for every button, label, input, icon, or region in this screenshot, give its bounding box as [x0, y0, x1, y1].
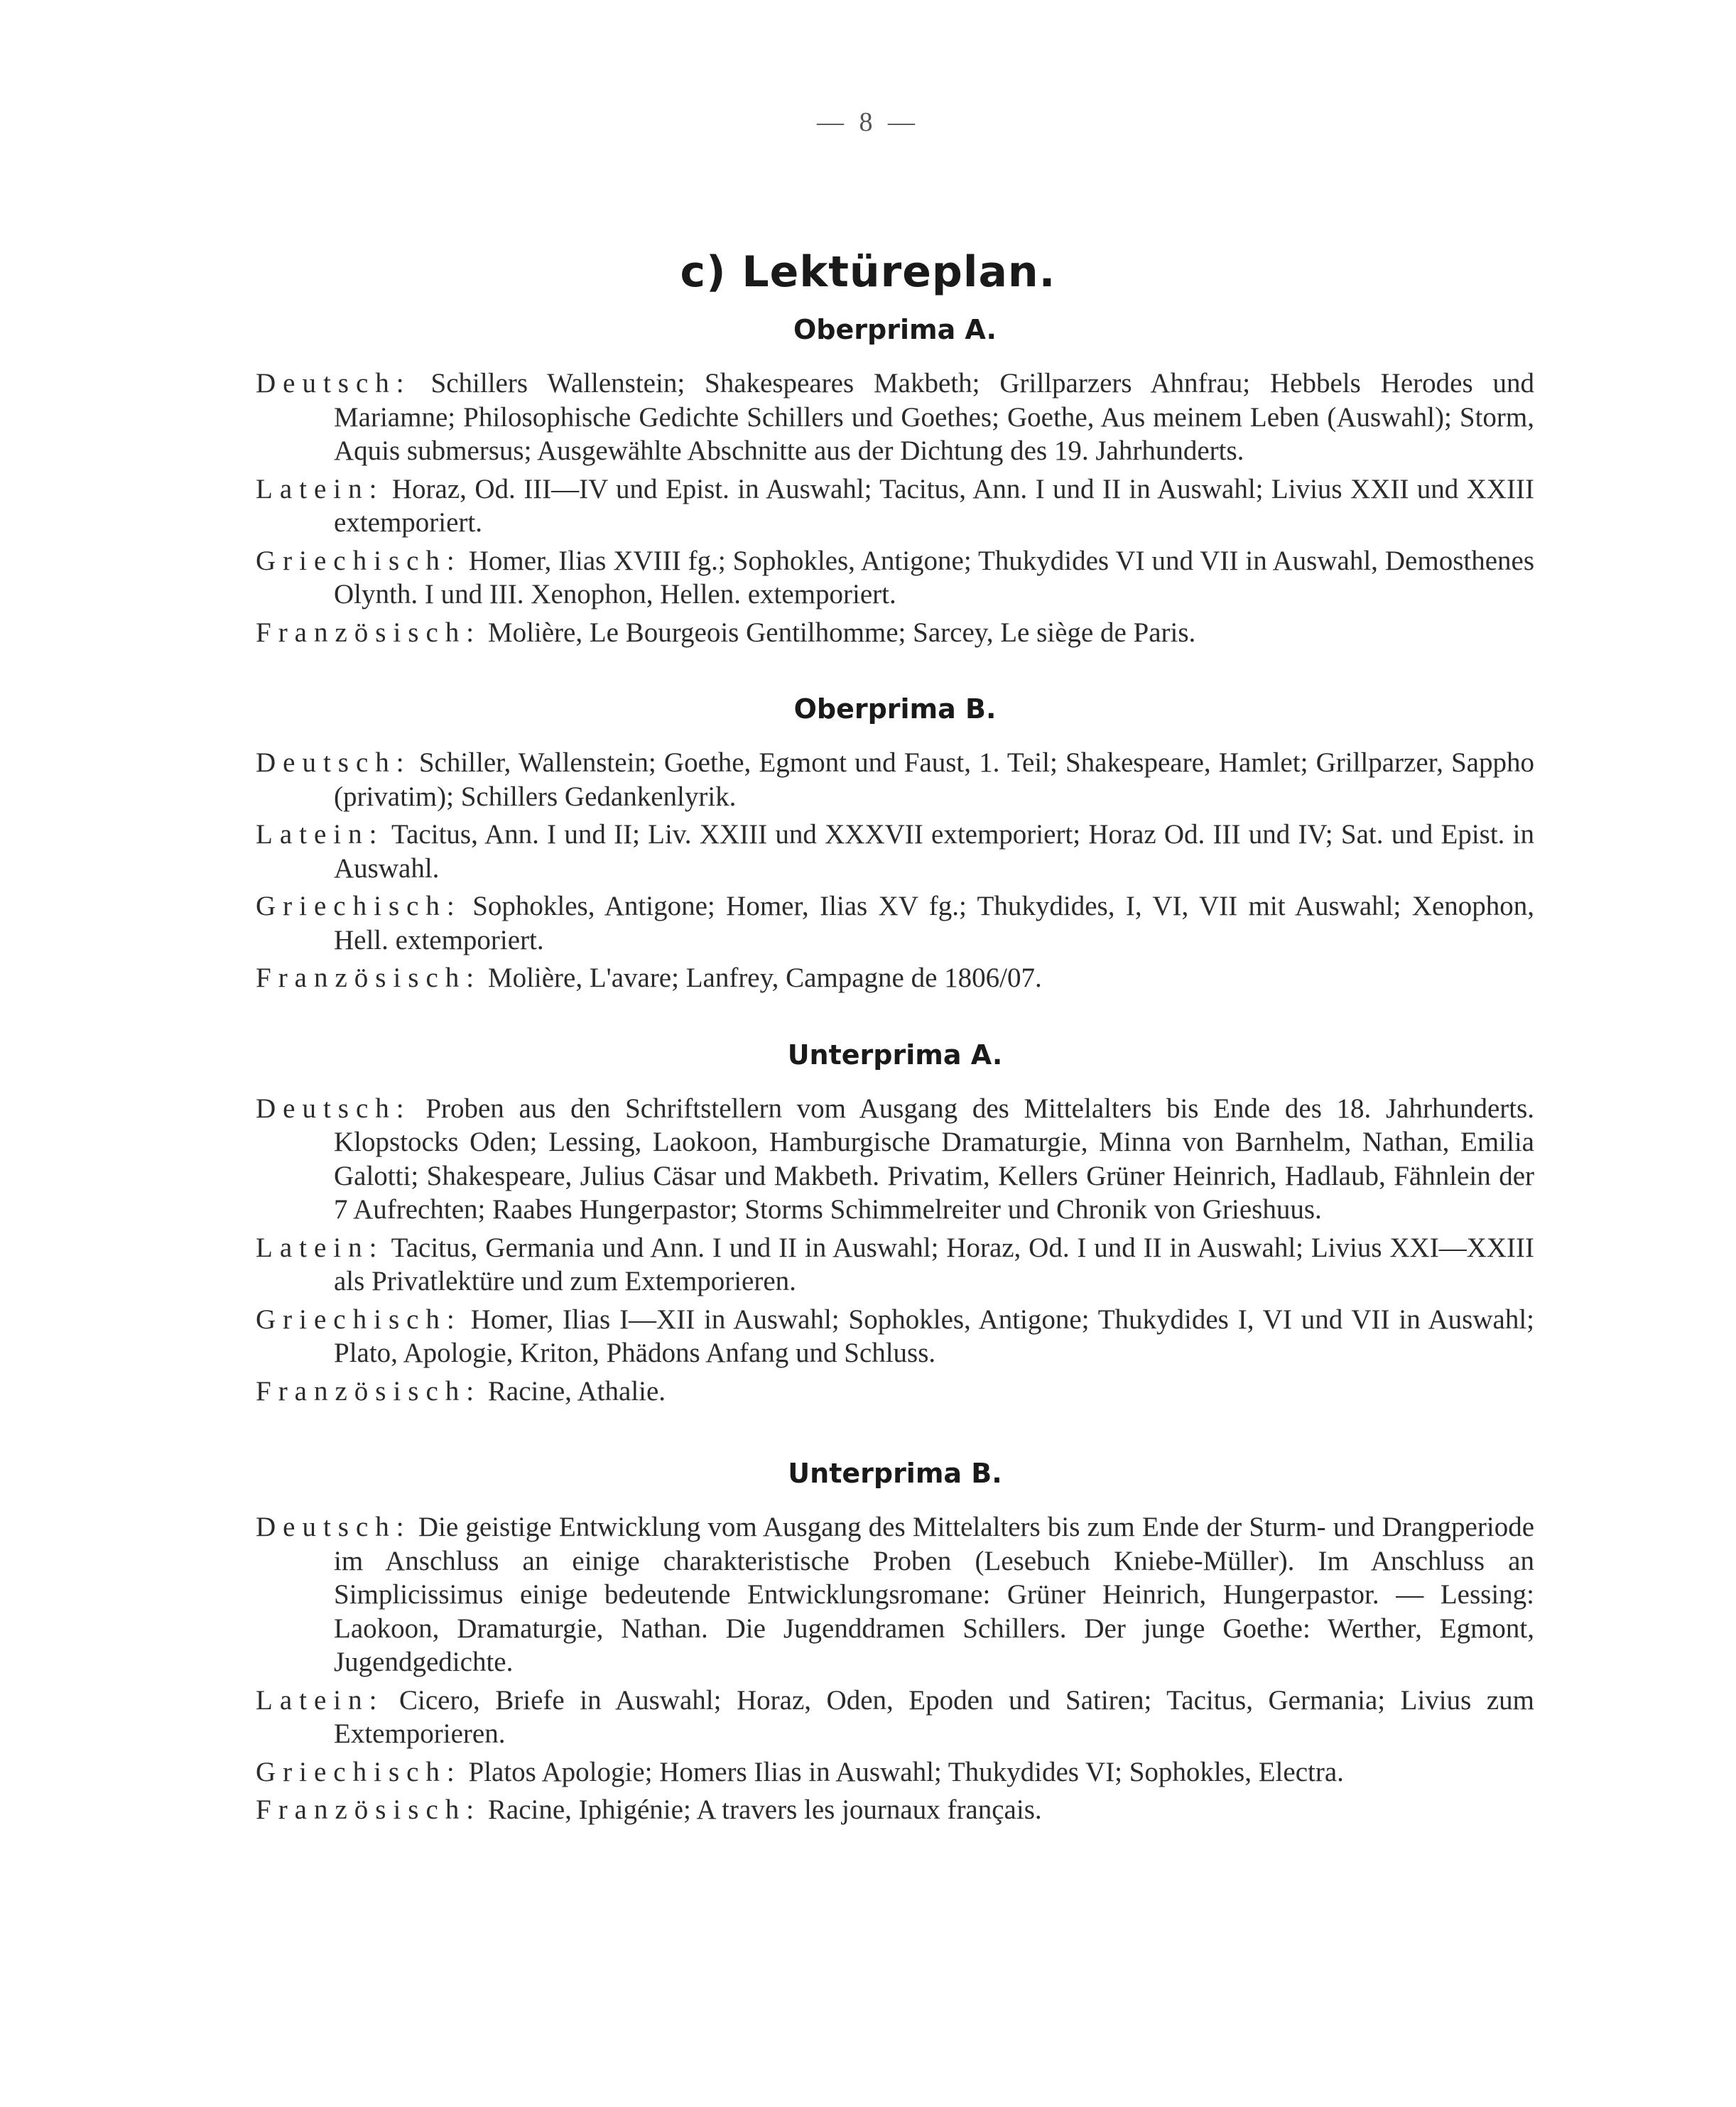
- subject-label: Griechisch:: [256, 891, 462, 921]
- page-title: c) Lektüreplan.: [680, 247, 1056, 297]
- subject-entry-latein: [256, 472, 1534, 540]
- subject-entry-franzoesisch: [256, 1375, 1534, 1409]
- section-unterprima-b: [256, 1453, 1534, 1827]
- subject-entry-franzoesisch: [256, 1793, 1534, 1827]
- subject-label: Französisch:: [256, 963, 482, 993]
- subject-label: Griechisch:: [256, 1304, 462, 1335]
- subject-text: Racine, Athalie.: [487, 1375, 666, 1407]
- subject-text: Horaz, Od. III—IV und Epist. in Auswahl; Tacitus, Ann. I und II in Auswahl; Livius XXII und XXIII extemporiert.: [334, 473, 1534, 538]
- subject-label: Deutsch:: [256, 747, 411, 778]
- subject-text: Homer, Ilias XVIII fg.; Sophokles, Antigone; Thukydides VI und VII in Auswahl, Demosthenes Olynth. I und III. Xenophon, Hellen. extemporiert.: [334, 545, 1535, 610]
- subject-entry-deutsch: [256, 746, 1534, 813]
- subject-entry-deutsch: [256, 1092, 1534, 1227]
- subject-text: Platos Apologie; Homers Ilias in Auswahl; Thukydides VI; Sophokles, Electra.: [468, 1756, 1344, 1787]
- subject-label: Französisch:: [256, 1375, 482, 1407]
- subject-entry-latein: [256, 1231, 1534, 1299]
- subject-text: Tacitus, Ann. I und II; Liv. XXIII und XXXVII extemporiert; Horaz Od. III und IV; Sat. und Epist. in Auswahl.: [334, 819, 1535, 884]
- section-heading: Unterprima A.: [787, 1039, 1003, 1071]
- subject-text: Molière, L'avare; Lanfrey, Campagne de 1806/07.: [487, 963, 1042, 993]
- section-heading: Oberprima B.: [793, 693, 997, 725]
- subject-label: Latein:: [256, 473, 384, 504]
- subject-entry-franzoesisch: [256, 961, 1534, 995]
- subject-entry-latein: [256, 1684, 1534, 1751]
- subject-text: Schiller, Wallenstein; Goethe, Egmont und Faust, 1. Teil; Shakespeare, Hamlet; Grillparzer, Sappho (privatim); Schillers Gedankenlyrik.: [334, 747, 1534, 812]
- subject-label: Französisch:: [256, 1794, 482, 1825]
- subject-text: Sophokles, Antigone; Homer, Ilias XV fg.; Thukydides, I, VI, VII mit Auswahl; Xenophon, Hell. extemporiert.: [334, 891, 1534, 955]
- subject-entry-franzoesisch: [256, 616, 1534, 650]
- section-oberprima-a: [256, 310, 1534, 649]
- subject-text: Homer, Ilias I—XII in Auswahl; Sophokles, Antigone; Thukydides I, VI und VII in Auswahl; Plato, Apologie, Kriton, Phädons Anfang und Schluss.: [334, 1304, 1534, 1368]
- subject-label: Latein:: [256, 1684, 384, 1716]
- subject-entry-griechisch: [256, 889, 1534, 957]
- subject-label: Deutsch:: [256, 1093, 411, 1124]
- subject-text: Racine, Iphigénie; A travers les journaux français.: [487, 1794, 1042, 1825]
- subject-entry-griechisch: [256, 544, 1534, 612]
- subject-entry-griechisch: [256, 1303, 1534, 1370]
- subject-entry-deutsch: [256, 367, 1534, 468]
- subject-label: Deutsch:: [256, 1512, 411, 1542]
- subject-label: Latein:: [256, 819, 384, 850]
- subject-text: Schillers Wallenstein; Shakespeares Makbeth; Grillparzers Ahnfrau; Hebbels Herodes und Mariamne; Philosophische Gedichte Schillers und Goethes; Goethe, Aus meinem Leben (Auswahl); Storm, Aquis submersus; Ausgewählte Abschnitte aus der Dichtung des 19. Jahrhunderts.: [334, 368, 1535, 466]
- subject-label: Deutsch:: [256, 368, 411, 399]
- section-oberprima-b: [256, 689, 1534, 995]
- subject-text: Cicero, Briefe in Auswahl; Horaz, Oden, Epoden und Satiren; Tacitus, Germania; Livius zum Extemporieren.: [334, 1684, 1534, 1749]
- subject-label: Französisch:: [256, 617, 482, 648]
- subject-text: Proben aus den Schriftstellern vom Ausgang des Mittelalters bis Ende des 18. Jahrhunderts. Klopstocks Oden; Lessing, Laokoon, Hamburgische Dramaturgie, Minna von Barnhelm, Nathan, Emilia Galotti; Shakespeare, Julius Cäsar und Makbeth. Privatim, Kellers Grüner Heinrich, Hadlaub, Fähnlein der 7 Aufrechten; Raabes Hungerpastor; Storms Schimmelreiter und Chronik von Grieshuus.: [334, 1093, 1535, 1225]
- subject-entry-deutsch: [256, 1510, 1534, 1679]
- subject-label: Griechisch:: [256, 1756, 462, 1787]
- section-heading: Oberprima A.: [793, 314, 997, 345]
- subject-text: Tacitus, Germania und Ann. I und II in Auswahl; Horaz, Od. I und II in Auswahl; Livius XXI—XXIII als Privatlektüre und zum Extemporieren.: [334, 1232, 1534, 1296]
- subject-text: Molière, Le Bourgeois Gentilhomme; Sarcey, Le siège de Paris.: [487, 617, 1196, 648]
- subject-entry-griechisch: [256, 1755, 1534, 1789]
- subject-text: Die geistige Entwicklung vom Ausgang des Mittelalters bis zum Ende der Sturm- und Drangperiode im Anschluss an einige charakteristische Proben (Lesebuch Kniebe-Müller). Im Anschluss an Simplicissimus einige bedeutende Entwicklungsromane: Grüner Heinrich, Hungerpastor. — Lessing: Laokoon, Dramaturgie, Nathan. Die Jugenddramen Schillers. Der junge Goethe: Werther, Egmont, Jugendgedichte.: [334, 1512, 1534, 1677]
- subject-entry-latein: [256, 818, 1534, 885]
- section-unterprima-a: [256, 1035, 1534, 1409]
- subject-label: Latein:: [256, 1232, 384, 1263]
- subject-label: Griechisch:: [256, 545, 462, 576]
- section-heading: Unterprima B.: [788, 1458, 1002, 1489]
- page-number: — 8 —: [817, 107, 919, 137]
- reading-plan: [256, 310, 1534, 1831]
